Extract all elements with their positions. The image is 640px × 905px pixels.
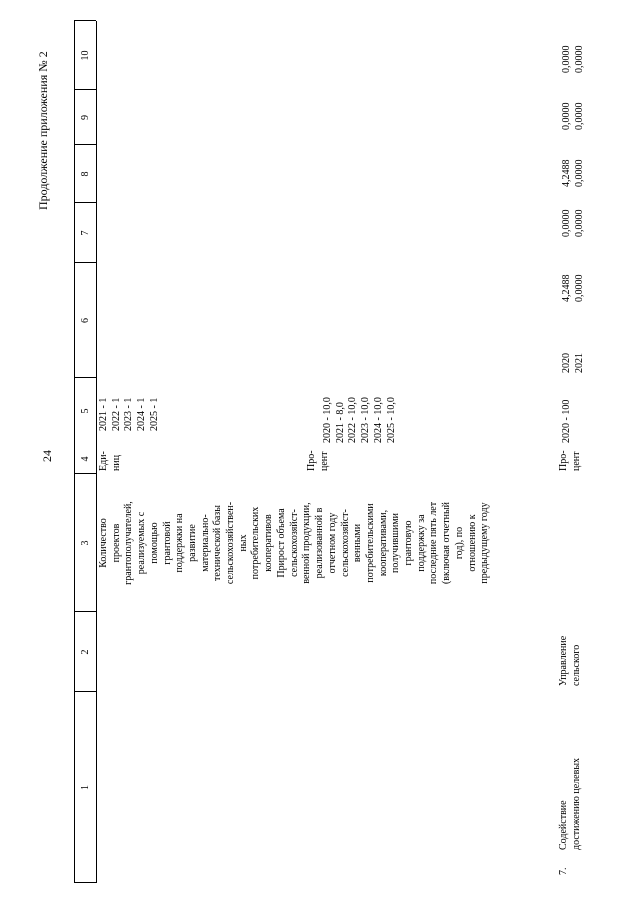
header-col-6: 6 <box>80 318 91 323</box>
row-number: 7. <box>558 867 569 875</box>
col7-values: 0,0000 0,0000 <box>561 209 585 237</box>
indicator-3-unit: Про- цент <box>558 450 582 471</box>
col9-values: 0,0000 0,0000 <box>561 102 585 130</box>
header-col-10: 10 <box>80 50 91 61</box>
years: 2020 2021 <box>561 353 585 373</box>
page-number: 24 <box>40 450 54 462</box>
col10-values: 0,0000 0,0000 <box>561 45 585 73</box>
indicator-2-unit: Про- цент <box>306 450 330 471</box>
header-col-9: 9 <box>80 115 91 120</box>
indicator-2-values: 2020 - 10,0 2021 - 8,0 2022 - 10,0 2023 - 10,0 2024 - 10,0 2025 - 10,0 <box>322 397 397 443</box>
indicator-1-text: Количество проектов грантополучателей, реализуемых с помощью грантовой поддержки на развитие материально- технической базы сельскохозяйствен- ных потребительских кооперативов <box>98 501 275 585</box>
appendix-title: Продолжение приложения № 2 <box>36 51 50 210</box>
indicator-2-text: Прирост объема сельскохозяйст- венной продукции, реализованной в отчетном году сельскохозяйст- венными потребительскими кооперативами, получившими грантовую поддержку за последние пять лет (включая отчетный год), по отношению к предыдущему году <box>276 501 491 585</box>
header-col-7: 7 <box>80 230 91 236</box>
col5-value: 2020 - 100 <box>561 399 572 443</box>
header-col-4: 4 <box>80 456 91 462</box>
col6-values: 4,2488 0,0000 <box>561 274 585 302</box>
header-col-1: 1 <box>80 785 91 790</box>
header-col-3: 3 <box>80 540 91 546</box>
header-col-2: 2 <box>80 649 91 655</box>
indicator-1-unit: Еди- ниц <box>98 451 122 471</box>
row-col2-text: Управление сельского <box>558 635 582 686</box>
header-col-8: 8 <box>80 171 91 177</box>
col8-values: 4,2488 0,0000 <box>561 159 585 187</box>
indicator-1-values: 2021 - 1 2022 - 1 2023 - 1 2024 - 1 2025 - 1 <box>98 397 160 431</box>
row-col1-text: Содействие достижению целевых <box>558 757 582 850</box>
header-col-5: 5 <box>80 408 91 414</box>
